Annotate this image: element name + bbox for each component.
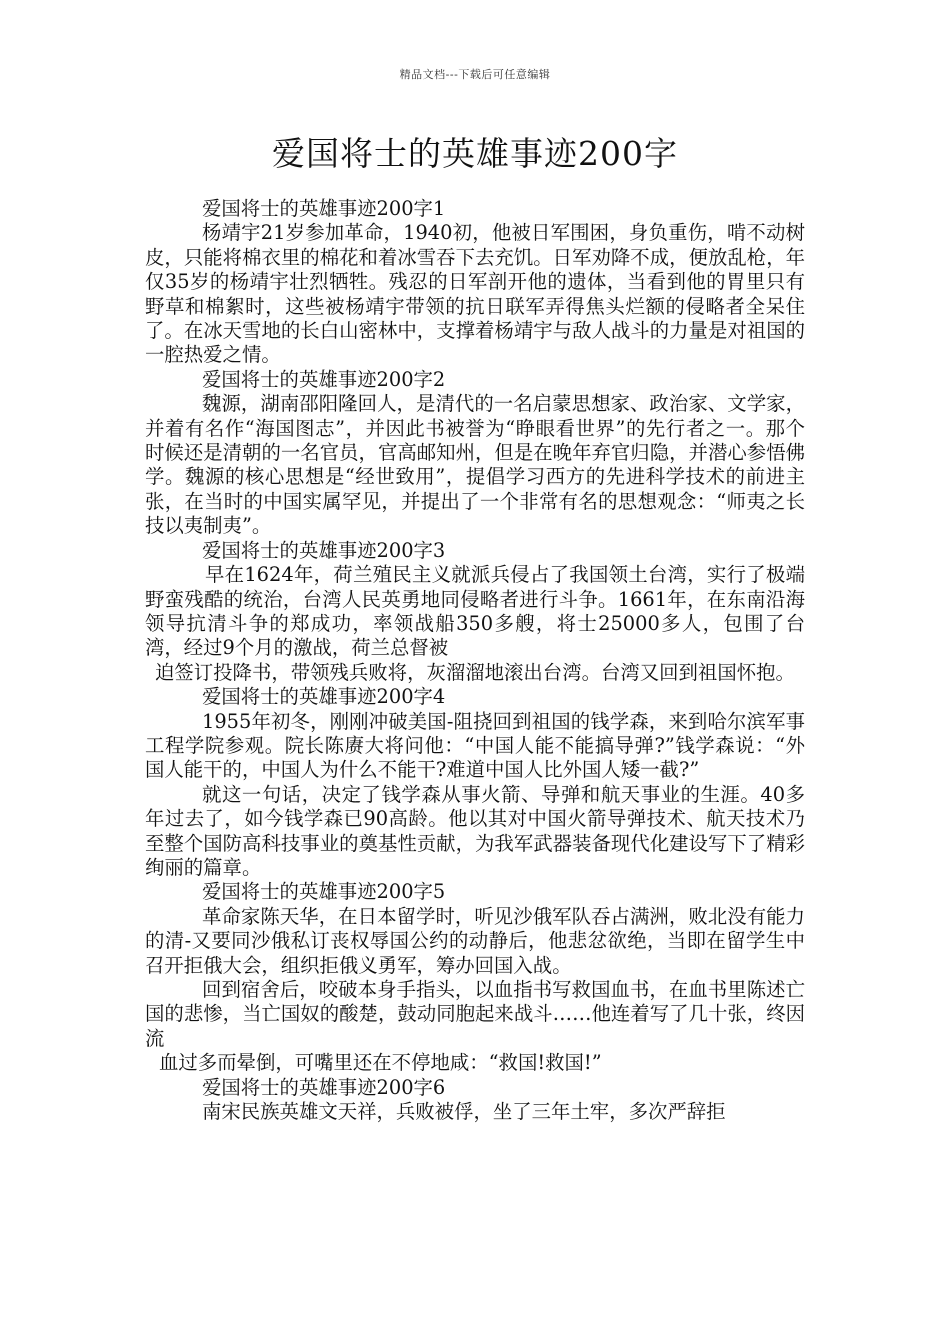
paragraph: 革命家陈天华，在日本留学时，听见沙俄军队吞占满洲，败北没有能力的清-又要同沙俄私订丧权辱国公约的动静后，他悲忿欲绝，当即在留学生中召开拒俄大会，组织拒俄义勇军，筹办回国入战。 [145, 904, 805, 977]
paragraph: 就这一句话，决定了钱学森从事火箭、导弹和航天事业的生涯。40多年过去了，如今钱学森已90高龄。他以其对中国火箭导弹技术、航天技术乃至整个国防高科技事业的奠基性贡献，为我军武器装备现代化建设写下了精彩绚丽的篇章。 [145, 782, 805, 879]
document-body [145, 197, 805, 1124]
paragraph: 1955年初冬，刚刚冲破美国-阻挠回到祖国的钱学森，来到哈尔滨军事工程学院参观。院长陈赓大将问他：“中国人能不能搞导弹?”钱学森说：“外国人能干的，中国人为什么不能干?难道中国人比外国人矮一截?” [145, 709, 805, 782]
section-heading: 爱国将士的英雄事迹200字4 [202, 685, 446, 709]
header-note: 精品文档---下载后可任意编辑 [399, 68, 551, 81]
paragraph: 魏源，湖南邵阳隆回人，是清代的一名启蒙思想家、政治家、文学家，并着有名作“海国图志”，并因此书被誉为“睁眼看世界”的先行者之一。那个时候还是清朝的一名官员，官高邮知州，但是在晚年弃官归隐，并潜心参悟佛学。魏源的核心思想是“经世致用”，提倡学习西方的先进科学技术的前进主张，在当时的中国实属罕见，并提出了一个非常有名的思想观念：“师夷之长技以夷制夷”。 [145, 392, 805, 538]
section-heading: 爱国将士的英雄事迹200字6 [202, 1075, 446, 1099]
paragraph: 早在1624年，荷兰殖民主义就派兵侵占了我国领土台湾，实行了极端野蛮残酷的统治，台湾人民英勇地同侵略者进行斗争。1661年，在东南沿海领导抗清斗争的郑成功，率领战船350多艘，将士25000多人，包围了台湾，经过9个月的激战，荷兰总督被 [145, 563, 805, 660]
paragraph: 血过多而晕倒，可嘴里还在不停地咸：“救国!救国!” [159, 1051, 602, 1075]
paragraph: 杨靖宇21岁参加革命，1940初，他被日军围困，身负重伤，啃不动树皮，只能将棉衣里的棉花和着冰雪吞下去充饥。日军劝降不成，便放乱枪，年仅35岁的杨靖宇壮烈牺牲。残忍的日军剖开他的遗体，当看到他的胃里只有野草和棉絮时，这些被杨靖宇带领的抗日联军弄得焦头烂额的侵略者全呆住了。在冰天雪地的长白山密林中，支撑着杨靖宇与敌人战斗的力量是对祖国的一腔热爱之情。 [145, 221, 805, 367]
paragraph: 迫签订投降书，带领残兵败将，灰溜溜地滚出台湾。台湾又回到祖国怀抱。 [155, 660, 795, 684]
paragraph: 南宋民族英雄文天祥，兵败被俘，坐了三年土牢，多次严辞拒 [202, 1100, 726, 1124]
section-heading: 爱国将士的英雄事迹200字1 [202, 197, 446, 220]
paragraph: 回到宿舍后，咬破本身手指头，以血指书写救国血书，在血书里陈述亡国的悲惨，当亡国奴的酸楚，鼓动同胞起来战斗……他连着写了几十张，终因流 [145, 978, 805, 1050]
section-heading: 爱国将士的英雄事迹200字2 [202, 367, 446, 391]
section-heading: 爱国将士的英雄事迹200字5 [202, 880, 446, 904]
document-title: 爱国将士的英雄事迹200字 [272, 134, 678, 173]
section-heading: 爱国将士的英雄事迹200字3 [202, 538, 446, 562]
